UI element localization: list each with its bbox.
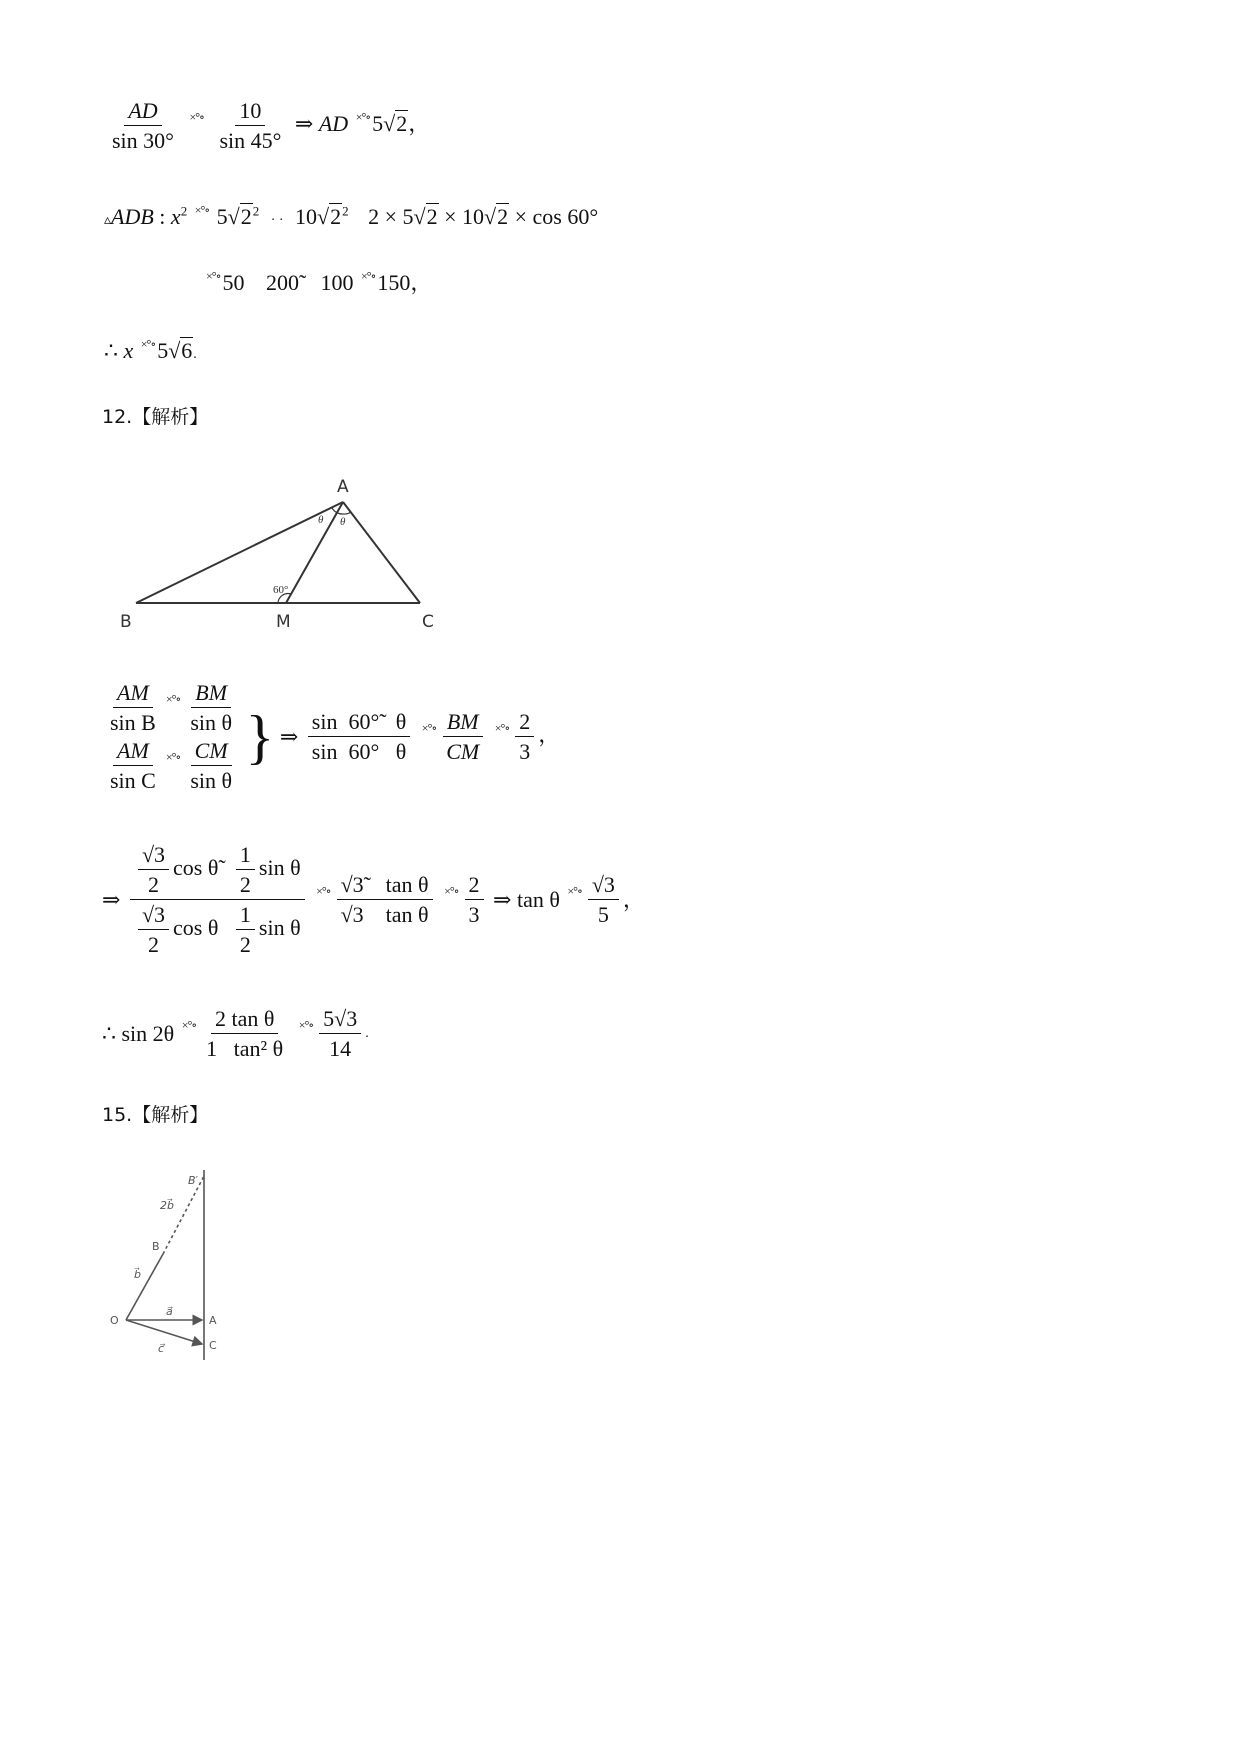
label-a: A <box>337 477 349 497</box>
label-c: C <box>422 612 434 632</box>
side-ac <box>343 502 420 603</box>
system-rows <box>102 682 240 792</box>
vector-c <box>126 1320 202 1344</box>
angle-arc-right <box>343 512 351 514</box>
label-angle-60: 60° <box>273 584 289 596</box>
heading-problem-15: 15.【解析】 <box>102 1104 209 1126</box>
label-o: O <box>110 1314 119 1327</box>
label-2b: 2b⃗ <box>160 1199 174 1212</box>
equation-adb-cosine-law: ▵ADB : $x^2$ ×°∘ $5√2^2$ · · $10√2^2$ 2 × 5√2 × 10√2 × cos 60° <box>104 203 599 229</box>
segment-am <box>286 502 343 603</box>
vector-figure-15 <box>100 1160 240 1370</box>
equation-sin-2theta: ∴ sin 2θ ×°∘ $\frac{\text{2 tan θ}}{\text{1 tan² θ}}$ ×°∘ $\frac{5√3}{14}$ . <box>102 1006 369 1061</box>
vector-b <box>126 1254 163 1320</box>
label-b-prime: B′ <box>188 1174 199 1187</box>
label-b: B <box>120 612 132 632</box>
vector-2b-dashed <box>163 1176 204 1254</box>
big-frac-numerator: $\frac{√3}{2}$ cos θ̃ $\frac{1}{2}$ sin θ <box>130 844 305 900</box>
label-b-vector: b⃗ <box>134 1268 141 1281</box>
label-c-point: C <box>209 1339 217 1352</box>
big-frac-denominator: $\frac{√3}{2}$ cos θ $\frac{1}{2}$ sin θ <box>130 900 305 956</box>
equation-tan-theta: ⇒ $\frac{√3}{2}$ cos θ̃ $\frac{1}{2}$ sin θ $\frac{√3}{2}$ cos θ $\frac{1}{2}$ sin θ ×°∘ $\frac{\text{√3̃ tan θ}}{\text{√3 tan θ}}$ ×°∘ $\frac{2}{3}$ ⇒ tan θ ×°∘ $\frac{√3}{5}$ ， <box>102 842 645 957</box>
heading-problem-12: 12.【解析】 <box>102 406 209 428</box>
label-c-vector: c⃗ <box>158 1342 165 1355</box>
label-a-point: A <box>209 1314 217 1327</box>
label-a-vector: a⃗ <box>166 1305 173 1318</box>
right-brace: } <box>245 704 275 770</box>
system-row-1: $\frac{AM}{\text{sin B}}$ ×°∘ $\frac{BM}{\text{sin θ}}$ <box>110 680 233 735</box>
triangle-figure-12 <box>100 470 460 640</box>
side-ab <box>136 502 343 603</box>
label-m: M <box>276 612 291 632</box>
label-theta-left: θ <box>318 514 324 526</box>
equation-sine-law-system: $\frac{AM}{\text{sin B}}$ ×°∘ $\frac{BM}{\text{sin θ}}$ $\frac{AM}{\text{sin C}}$ ×°∘ $\frac{CM}{\text{sin θ}}$ } ⇒ $\frac{\sin 60^\circ̃ \theta}{\sin 60^\circ \theta}$ ×°∘ $\frac{BM}{CM}$ ×°∘ $\frac{2}{3}$ ， <box>102 682 560 792</box>
equation-x-result: ∴ x ×°∘5√6. <box>104 337 197 363</box>
label-theta-right: θ <box>340 516 346 528</box>
system-row-2: $\frac{AM}{\text{sin C}}$ ×°∘ $\frac{CM}{\text{sin θ}}$ <box>110 738 233 793</box>
label-b-point: B <box>152 1240 160 1253</box>
equation-ad: $\frac{AD}{\sin 30^\circ}$ ×°∘ $\frac{10}{\sin 45^\circ}$ ⇒ AD ×°∘5√2， <box>112 98 431 153</box>
equation-sum: ×°∘50 200̃ 100 ×°∘150， <box>206 269 433 295</box>
